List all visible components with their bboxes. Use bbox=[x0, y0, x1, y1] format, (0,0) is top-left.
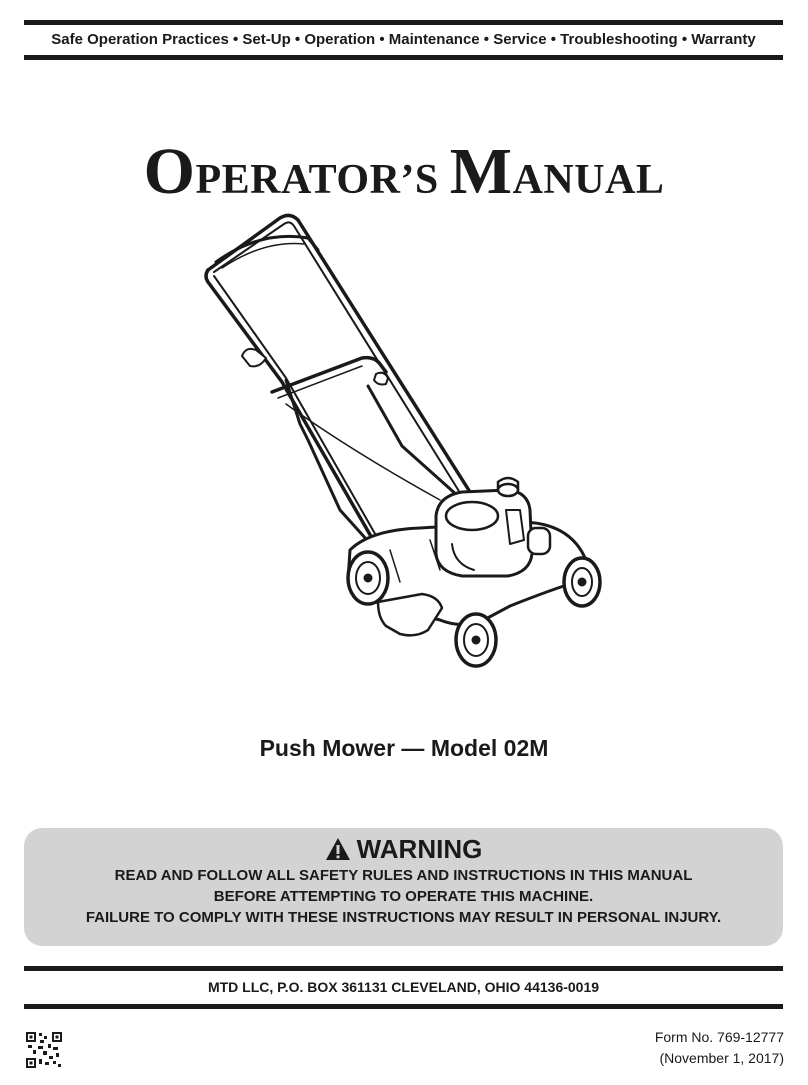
mower-rear-flap bbox=[378, 594, 442, 635]
mower-fuel-cap bbox=[498, 484, 518, 496]
warning-line-3: FAILURE TO COMPLY WITH THESE INSTRUCTIONS MAY RESULT IN PERSONAL INJURY. bbox=[85, 909, 722, 926]
warning-heading-text: WARNING bbox=[356, 834, 483, 864]
model-subtitle: Push Mower — Model 02M bbox=[259, 735, 549, 761]
form-info bbox=[655, 1027, 784, 1069]
mower-wheel-rear-left bbox=[348, 552, 388, 604]
manufacturer-address: MTD LLC, P.O. BOX 361131 CLEVELAND, OHIO 44136-0019 bbox=[207, 979, 600, 995]
mower-wheel-front-left bbox=[456, 614, 496, 666]
top-rule-upper bbox=[24, 20, 783, 25]
warning-line-2: BEFORE ATTEMPTING TO OPERATE THIS MACHINE. bbox=[213, 888, 594, 905]
section-nav-text: Safe Operation Practices • Set-Up • Operation • Maintenance • Service • Troubleshooting • Warranty bbox=[51, 31, 756, 48]
title-word-manual: ANUAL bbox=[512, 157, 665, 203]
footer-rule-lower bbox=[24, 1004, 783, 1009]
footer-rule-upper bbox=[24, 966, 783, 971]
mower-air-filter bbox=[528, 528, 550, 554]
title-word-operator: PERATOR bbox=[195, 157, 401, 203]
title-possessive: ’S bbox=[400, 157, 450, 203]
warning-triangle-icon bbox=[325, 837, 351, 861]
page-title bbox=[0, 132, 808, 220]
mower-wheel-front-right bbox=[564, 558, 600, 606]
mower-handle-left bbox=[206, 270, 380, 552]
qr-code-icon bbox=[26, 1032, 62, 1068]
warning-line-1: READ AND FOLLOW ALL SAFETY RULES AND INSTRUCTIONS IN THIS MANUAL bbox=[114, 867, 693, 884]
form-date: (November 1, 2017) bbox=[659, 1050, 784, 1066]
top-rule-lower bbox=[24, 55, 783, 60]
push-mower-illustration bbox=[190, 210, 620, 680]
warning-heading bbox=[24, 833, 783, 865]
form-number: Form No. 769-12777 bbox=[654, 1029, 784, 1045]
title-cap-o: O bbox=[143, 135, 196, 208]
title-cap-m: M bbox=[449, 135, 513, 208]
warning-box bbox=[24, 828, 783, 946]
